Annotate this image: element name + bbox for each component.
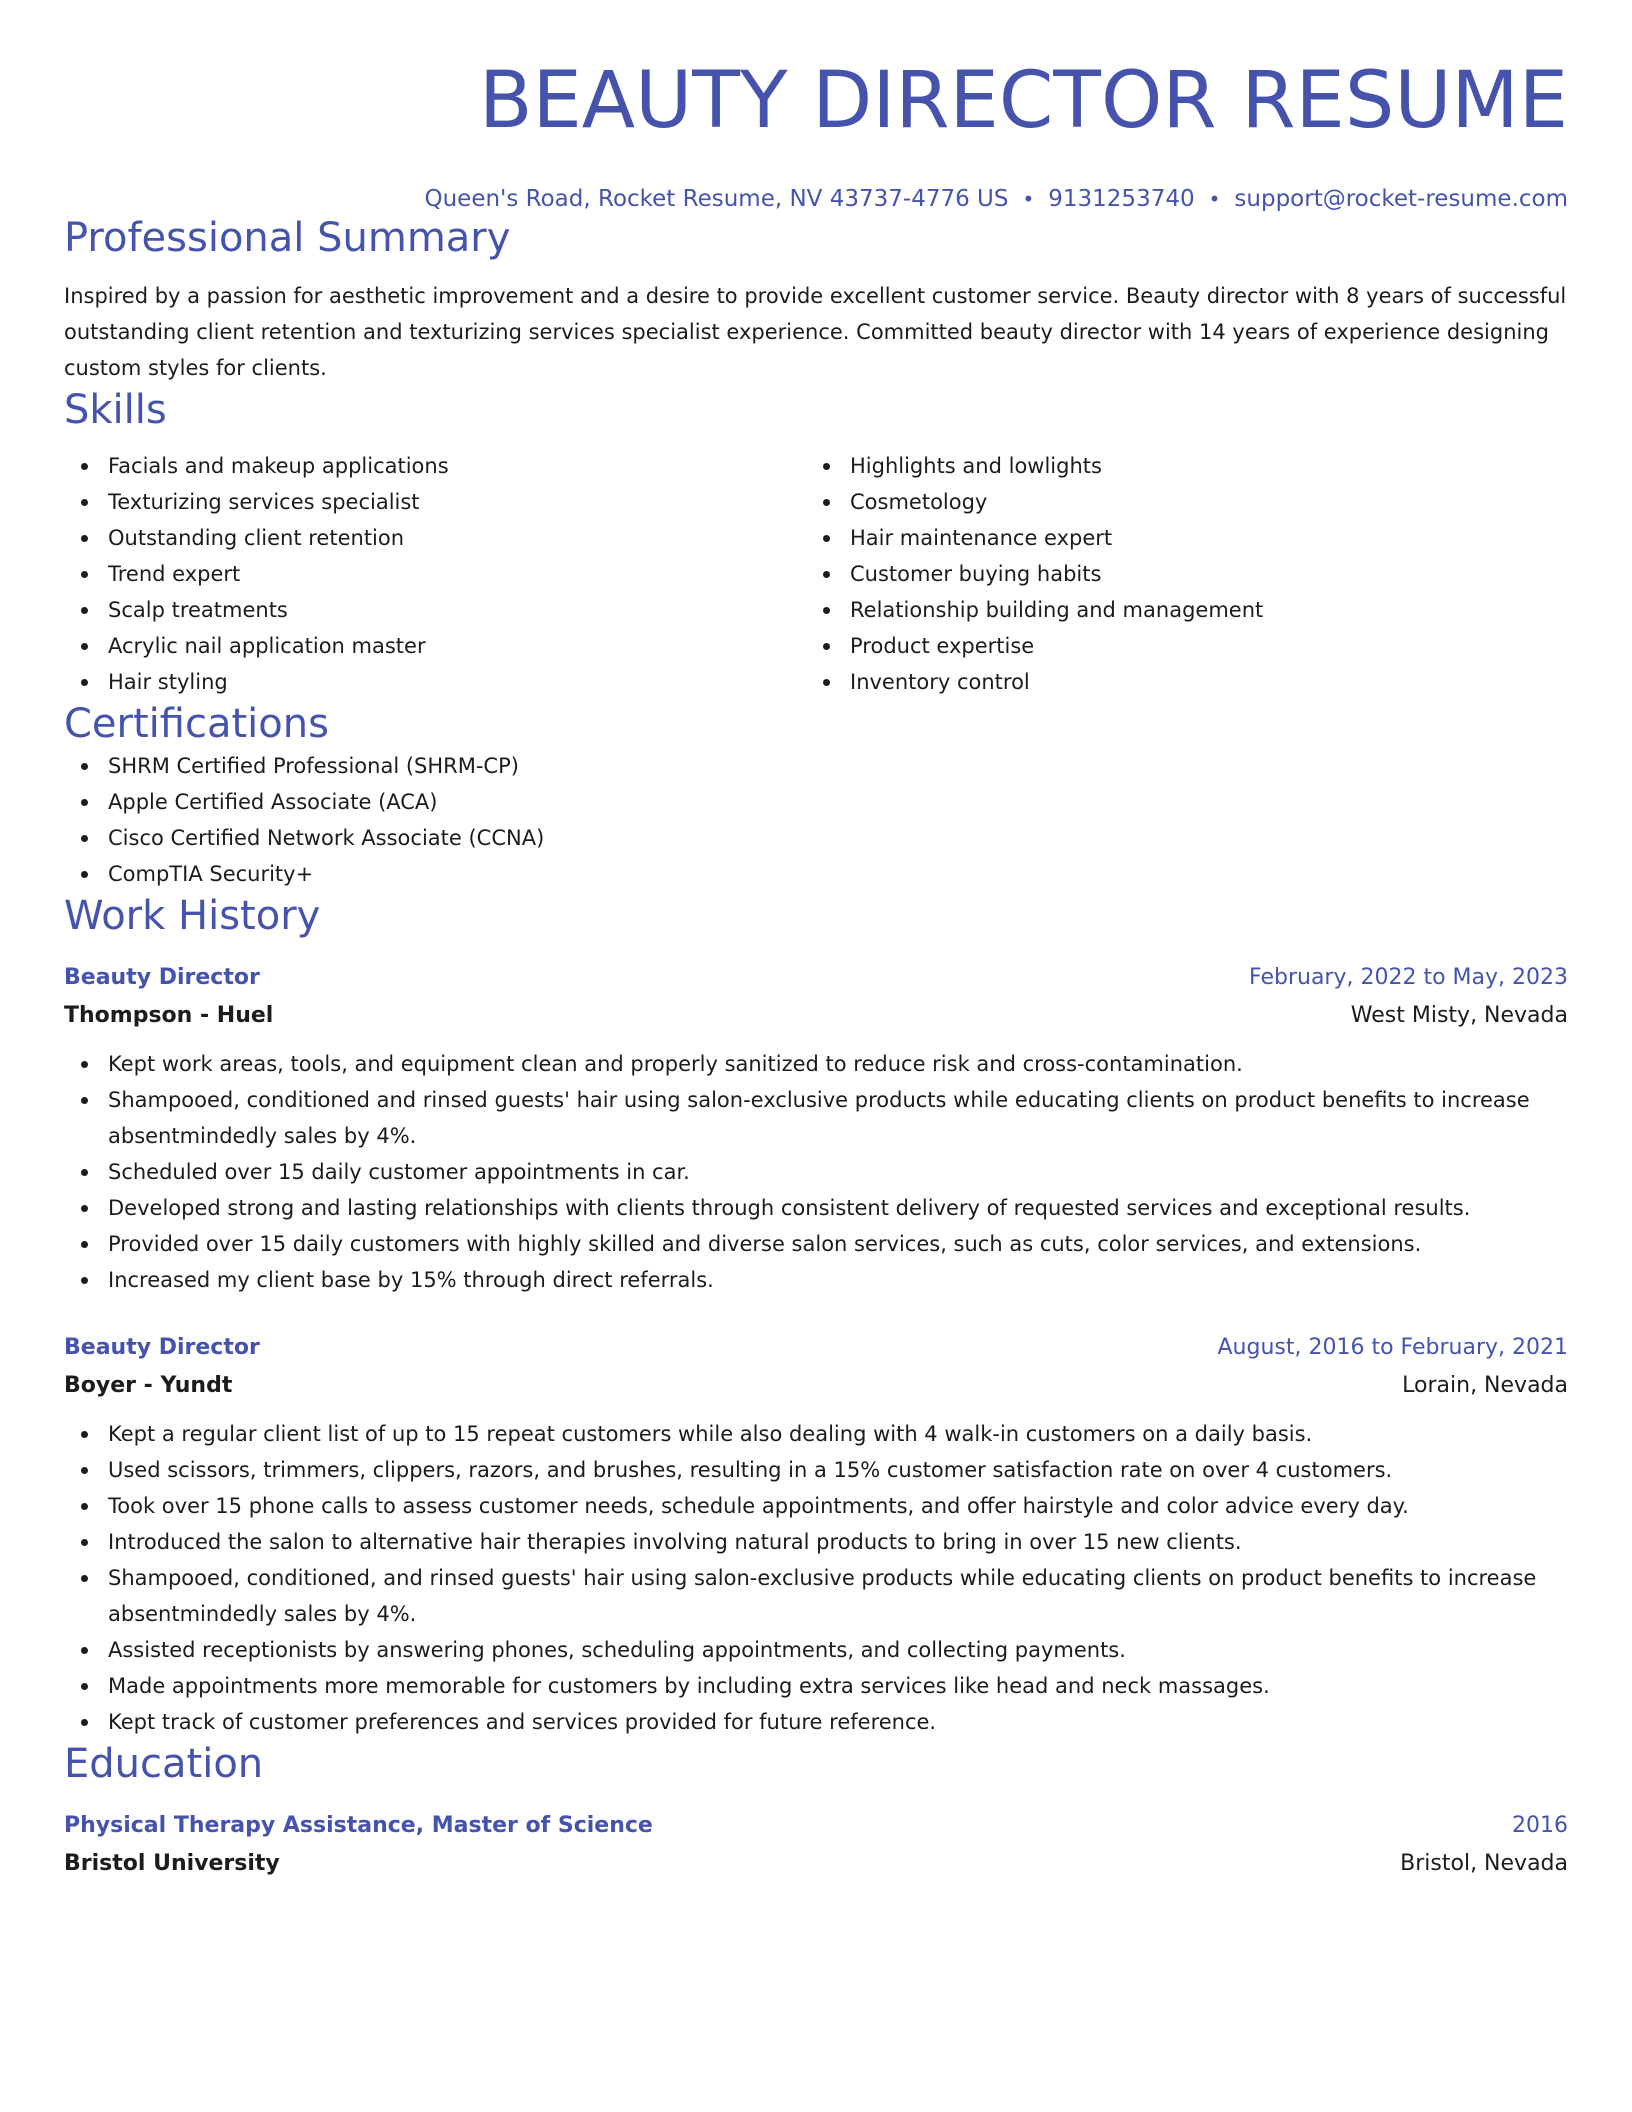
certification-item: Apple Certified Associate (ACA)	[64, 784, 1568, 820]
skill-item: Acrylic nail application master	[64, 628, 806, 664]
skills-column-left	[64, 448, 806, 700]
skill-item: Trend expert	[64, 556, 806, 592]
skill-item: Relationship building and management	[806, 592, 1548, 628]
job-bullet: Shampooed, conditioned, and rinsed guests' hair using salon-exclusive products while educating clients on product benefits to increase absentmindedly sales by 4%.	[64, 1560, 1568, 1632]
contact-separator: •	[1022, 187, 1035, 211]
skill-item: Cosmetology	[806, 484, 1548, 520]
resume-page	[64, 0, 1568, 1884]
resume-title: BEAUTY DIRECTOR RESUME	[478, 56, 1568, 146]
skill-item: Hair styling	[64, 664, 806, 700]
job-entry	[64, 960, 1568, 1298]
job-bullet: Kept track of customer preferences and services provided for future reference.	[64, 1704, 1568, 1740]
education-school-row	[64, 1844, 1568, 1884]
job-bullets	[64, 1416, 1568, 1740]
skill-item: Scalp treatments	[64, 592, 806, 628]
job-header-row	[64, 1330, 1568, 1366]
job-company-row	[64, 996, 1568, 1036]
job-header-row	[64, 960, 1568, 996]
job-bullet: Took over 15 phone calls to assess customer needs, schedule appointments, and offer hairstyle and color advice every day.	[64, 1488, 1568, 1524]
job-bullet: Increased my client base by 15% through direct referrals.	[64, 1262, 1568, 1298]
contact-phone: 9131253740	[1048, 186, 1195, 212]
summary-text: Inspired by a passion for aesthetic improvement and a desire to provide excellent customer service. Beauty director with 8 years of successful outstanding client retention and texturizing services specialist experience. Committed beauty director with 14 years of experience designing custom styles for clients.	[64, 284, 1567, 380]
job-company-row	[64, 1366, 1568, 1406]
job-dates: August, 2016 to February, 2021	[1217, 1335, 1568, 1360]
summary-heading: Professional Summary	[64, 215, 511, 261]
job-bullet: Kept work areas, tools, and equipment clean and properly sanitized to reduce risk and cross-contamination.	[64, 1046, 1568, 1082]
job-company: Thompson - Huel	[64, 1003, 274, 1028]
job-company: Boyer - Yundt	[64, 1373, 233, 1398]
job-bullet: Introduced the salon to alternative hair therapies involving natural products to bring in over 15 new clients.	[64, 1524, 1568, 1560]
skill-item: Product expertise	[806, 628, 1548, 664]
job-title: Beauty Director	[64, 965, 260, 990]
certification-item: CompTIA Security+	[64, 856, 1568, 892]
skills-heading: Skills	[64, 387, 167, 433]
skill-item: Facials and makeup applications	[64, 448, 806, 484]
contact-line	[64, 184, 1568, 214]
skills-list-right	[806, 448, 1548, 700]
skill-item: Texturizing services specialist	[64, 484, 806, 520]
job-bullet: Scheduled over 15 daily customer appointments in car.	[64, 1154, 1568, 1190]
skills-column-right	[806, 448, 1548, 700]
certification-item: Cisco Certified Network Associate (CCNA)	[64, 820, 1568, 856]
skill-item: Hair maintenance expert	[806, 520, 1548, 556]
job-location: West Misty, Nevada	[1350, 1003, 1568, 1028]
skill-item: Inventory control	[806, 664, 1548, 700]
job-title: Beauty Director	[64, 1335, 260, 1360]
certifications-list	[64, 748, 1568, 892]
education-school: Bristol University	[64, 1851, 280, 1876]
job-dates: February, 2022 to May, 2023	[1249, 965, 1568, 990]
contact-separator: •	[1208, 187, 1221, 211]
education-entry	[64, 1808, 1568, 1884]
education-location: Bristol, Nevada	[1400, 1851, 1568, 1876]
certifications-heading: Certifications	[64, 701, 329, 747]
job-bullets	[64, 1046, 1568, 1298]
certification-item: SHRM Certified Professional (SHRM-CP)	[64, 748, 1568, 784]
job-bullet: Used scissors, trimmers, clippers, razors, and brushes, resulting in a 15% customer satisfaction rate on over 4 customers.	[64, 1452, 1568, 1488]
job-bullet: Made appointments more memorable for customers by including extra services like head and neck massages.	[64, 1668, 1568, 1704]
contact-address: Queen's Road, Rocket Resume, NV 43737-4776 US	[424, 186, 1009, 212]
job-bullet: Provided over 15 daily customers with highly skilled and diverse salon services, such as cuts, color services, and extensions.	[64, 1226, 1568, 1262]
contact-email: support@rocket-resume.com	[1234, 186, 1568, 212]
skills-columns	[64, 448, 1568, 700]
job-entry	[64, 1330, 1568, 1740]
education-year: 2016	[1512, 1813, 1568, 1838]
skill-item: Outstanding client retention	[64, 520, 806, 556]
skill-item: Highlights and lowlights	[806, 448, 1548, 484]
job-bullet: Kept a regular client list of up to 15 repeat customers while also dealing with 4 walk-in customers on a daily basis.	[64, 1416, 1568, 1452]
education-heading: Education	[64, 1741, 264, 1787]
job-bullet: Assisted receptionists by answering phones, scheduling appointments, and collecting payments.	[64, 1632, 1568, 1668]
education-degree: Physical Therapy Assistance, Master of Science	[64, 1813, 653, 1838]
skills-list-left	[64, 448, 806, 700]
skill-item: Customer buying habits	[806, 556, 1548, 592]
job-location: Lorain, Nevada	[1402, 1373, 1568, 1398]
work-history-heading: Work History	[64, 893, 321, 939]
job-bullet: Shampooed, conditioned and rinsed guests' hair using salon-exclusive products while educating clients on product benefits to increase absentmindedly sales by 4%.	[64, 1082, 1568, 1154]
education-header-row	[64, 1808, 1568, 1844]
job-bullet: Developed strong and lasting relationships with clients through consistent delivery of requested services and exceptional results.	[64, 1190, 1568, 1226]
